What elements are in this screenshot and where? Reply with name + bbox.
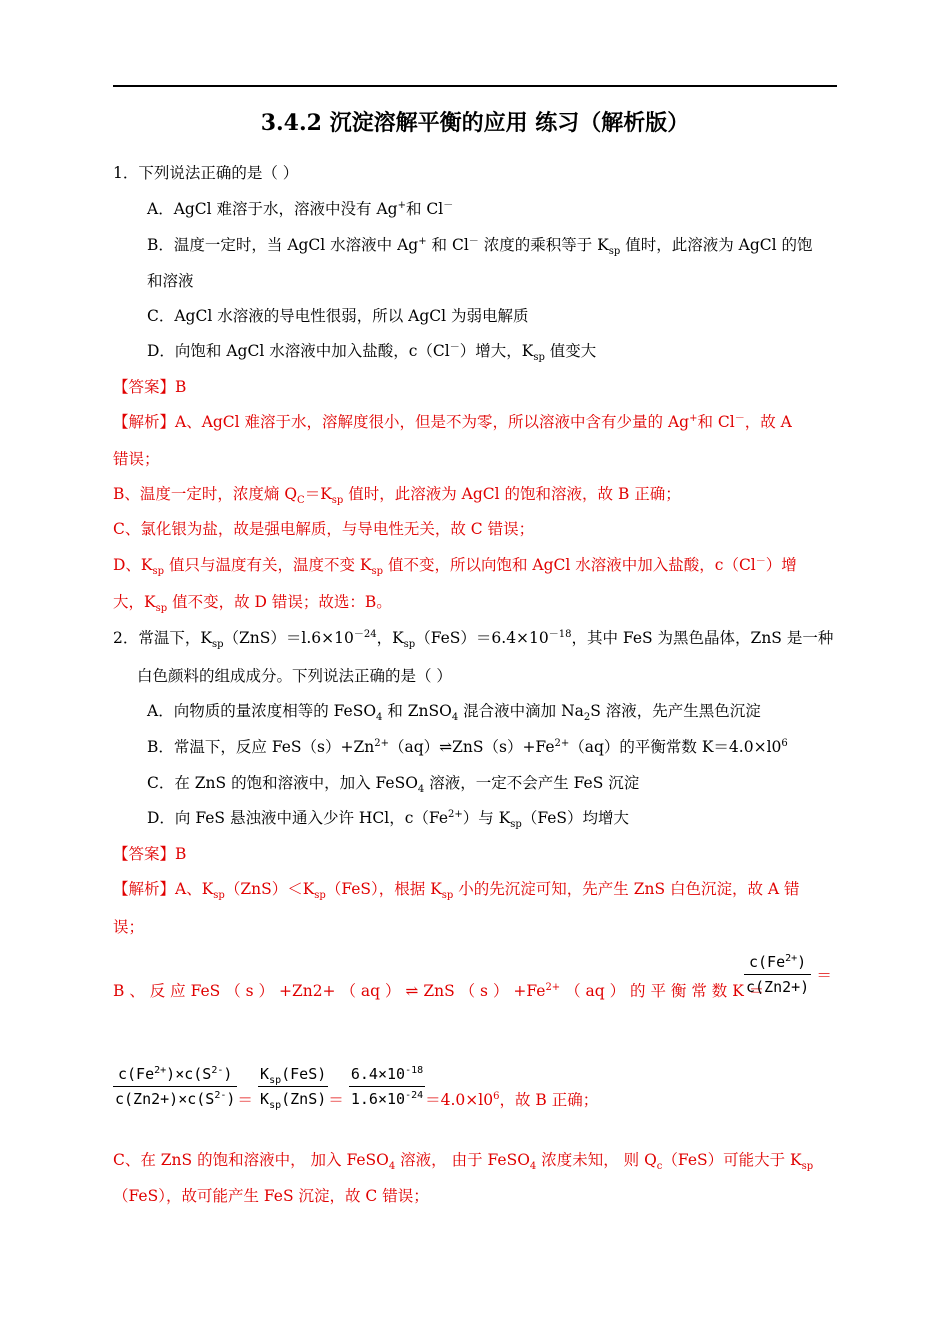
concentration-denominator: [113, 1087, 237, 1111]
q1-ex6-t1: 大，K: [113, 593, 156, 611]
cf-n4: 2-: [211, 1065, 224, 1076]
q1-ex1-s2: －: [734, 412, 745, 424]
kspf-n2: sp: [269, 1075, 282, 1086]
q1-ex3-t3: 值时，此溶液为 AgCl 的饱和溶液，故 B 正确；: [343, 485, 681, 503]
q2-ex1-t3: （FeS），根据 K: [325, 880, 442, 898]
q2-option-a: [147, 701, 761, 724]
q2-b-t1: B．常温下，反应 FeS（s）+Zn: [147, 738, 375, 756]
q2-a-t3: 混合液中滴加 Na: [458, 702, 584, 720]
q1-explanation-3: [113, 484, 681, 507]
eq-1: ＝: [237, 1091, 253, 1109]
k-fraction-denominator: c(Zn2+): [746, 978, 810, 996]
q2-exb-t1: B 、 反 应 FeS （ s ） +Zn2+ （ aq ） ⇌ ZnS （ s ） +Fe: [113, 982, 546, 1000]
q2-ex1-s1: sp: [213, 890, 225, 902]
q1-a-sup2: －: [443, 199, 454, 211]
q1-option-b: [147, 235, 813, 258]
kspf-n3: (FeS): [281, 1065, 327, 1083]
q2-d-t2: ）与 K: [462, 809, 511, 827]
q1-option-b-cont: 和溶液: [147, 272, 194, 290]
q2-s1-s3: sp: [403, 639, 416, 651]
q2-explanation-c-2: （FeS），故可能产生 FeS 沉淀，故 C 错误；: [113, 1187, 429, 1205]
q2-c-t2: 溶液，一定不会产生 FeS 沉淀: [424, 774, 640, 792]
q2-s1-s1: sp: [211, 639, 224, 651]
q1-b-s2: －: [468, 235, 479, 247]
q1-ex5-s3: －: [755, 555, 766, 567]
q2-s1-t4: （FeS）＝6.4×10: [415, 629, 549, 647]
fraction-result: [425, 1091, 598, 1109]
q1-explanation-4: C、氯化银为盐，故是强电解质，与导电性无关，故 C 错误；: [113, 520, 535, 538]
q2-exc-t4: （FeS）可能大于 K: [662, 1151, 802, 1169]
q2-explanation-1: [113, 879, 800, 902]
q1-explanation-1: [113, 412, 792, 432]
q2-explanation-2: 误；: [113, 918, 145, 936]
cf-d3: ): [226, 1090, 236, 1108]
q1-explanation-5: [113, 555, 797, 578]
q1-d-s1: －: [449, 341, 460, 353]
q2-b-s1: 2+: [374, 737, 389, 749]
numeric-denominator: [349, 1087, 425, 1111]
concentration-fraction: [113, 1062, 237, 1111]
q1-d-t1: D．向饱和 AgCl 水溶液中加入盐酸，c（Cl: [147, 342, 450, 360]
q2-exb-t2: （ aq ） 的 平 衡 常 数 K ＝: [560, 982, 765, 1000]
q2-d-t1: D．向 FeS 悬浊液中通入少许 HCl，c（Fe: [147, 809, 449, 827]
cf-d2: 2-: [214, 1090, 227, 1101]
q2-answer: 【答案】B: [113, 845, 187, 863]
q1-ex5-t1: D、K: [113, 556, 153, 574]
q2-s1-t5: ，其中 FeS 为黑色晶体，ZnS 是一种: [571, 629, 834, 647]
q2-ex1-s3: sp: [441, 890, 454, 902]
q1-a-text2: 和 Cl: [406, 200, 444, 218]
q2-exc-t3: 浓度未知， 则 Q: [536, 1151, 657, 1169]
q1-ex3-s2: sp: [331, 495, 344, 507]
q2-b-t3: （aq）的平衡常数 K＝4.0×l0: [569, 738, 782, 756]
q2-c-t1: C．在 ZnS 的饱和溶液中，加入 FeSO: [147, 774, 418, 792]
cf-n1: c(Fe: [118, 1065, 155, 1083]
q2-s1-t3: ，K: [376, 629, 404, 647]
q2-a-s2: 4: [451, 712, 459, 724]
q2-ex1-s2: sp: [314, 890, 326, 902]
q1-ex1-t3: ，故 A: [744, 413, 792, 431]
cf-n5: ): [223, 1065, 233, 1083]
q1-b-s3: sp: [608, 246, 621, 258]
q2-fraction-chain: [113, 1062, 598, 1111]
q2-k-expression: [744, 950, 832, 999]
q2-exc-s1: 4: [388, 1161, 396, 1173]
q2-b-s3: 6: [781, 737, 788, 749]
concentration-numerator: [113, 1062, 237, 1087]
q2-option-d: [147, 808, 630, 831]
q2-exc-s3: c: [656, 1161, 663, 1173]
ksp-numerator: [258, 1062, 328, 1087]
q1-b-t3: 浓度的乘积等于 K: [478, 236, 609, 254]
res-t1: ＝4.0×l0: [425, 1091, 494, 1109]
nf-d2: -24: [405, 1090, 424, 1101]
q1-option-c: C．AgCl 水溶液的导电性很弱，所以 AgCl 为弱电解质: [147, 307, 529, 325]
q1-ex6-t2: 值不变，故 D 错误；故选：B。: [167, 593, 392, 611]
q2-option-b: [147, 737, 788, 757]
numeric-fraction: [349, 1062, 425, 1111]
k-equals: ＝: [816, 966, 832, 985]
q1-ex3-t2: ＝K: [304, 485, 332, 503]
kf-n1: c(Fe: [749, 953, 786, 971]
q1-option-a: [147, 199, 453, 219]
kspf-d3: (ZnS): [281, 1090, 327, 1108]
kf-n3: ): [797, 953, 807, 971]
q2-exc-s4: sp: [801, 1161, 814, 1173]
q2-exc-t2: 溶液， 由于 FeSO: [395, 1151, 530, 1169]
q1-ex5-t2: 值只与温度有关，温度不变 K: [164, 556, 372, 574]
q2-option-c: [147, 773, 640, 796]
q2-b-s2: 2+: [554, 737, 570, 749]
nf-n1: 6.4×10: [350, 1065, 406, 1083]
q1-ex5-t4: ）增: [765, 556, 797, 574]
q2-b-t2: （aq）⇌ZnS（s）+Fe: [388, 738, 555, 756]
kspf-n1: K: [260, 1065, 270, 1083]
numeric-numerator: [349, 1062, 425, 1087]
q1-d-t2: ）增大，K: [459, 342, 534, 360]
cf-d1: c(Zn2+)×c(S: [115, 1090, 215, 1108]
cf-n3: )×c(S: [166, 1065, 212, 1083]
q2-s1-s2: －24: [353, 628, 377, 640]
q2-s1-t1: 2．常温下，K: [113, 629, 212, 647]
eq-2: ＝: [328, 1091, 344, 1109]
q1-ex1-s1: +: [689, 412, 698, 424]
q1-ex5-s1: sp: [152, 566, 165, 578]
page-title: 3.4.2 沉淀溶解平衡的应用 练习（解析版）: [260, 110, 690, 136]
ksp-fraction: [258, 1062, 328, 1111]
kf-n2: 2+: [785, 953, 798, 964]
q1-d-s2: sp: [533, 352, 545, 364]
q2-exc-s2: 4: [529, 1161, 537, 1173]
q1-d-t3: 值变大: [544, 342, 597, 360]
q2-c-s1: 4: [417, 784, 425, 796]
q1-option-d: [147, 341, 597, 364]
q1-b-t2: 和 Cl: [426, 236, 469, 254]
q2-a-s1: 4: [376, 712, 383, 724]
ksp-denominator: [258, 1087, 328, 1111]
q1-b-t4: 值时，此溶液为 AgCl 的饱: [620, 236, 813, 254]
q1-b-t1: B．温度一定时，当 AgCl 水溶液中 Ag: [147, 236, 419, 254]
q2-a-t2: 和 ZnSO: [382, 702, 452, 720]
q1-ex3-t1: B、温度一定时，浓度熵 Q: [113, 485, 298, 503]
kspf-d1: K: [260, 1090, 270, 1108]
q2-d-t3: （FeS）均增大: [521, 809, 630, 827]
q2-s1-t2: （ZnS）＝l.6×10: [223, 629, 354, 647]
res-s1: 6: [493, 1090, 500, 1102]
q2-explanation-c-1: [113, 1150, 814, 1173]
header-rule: [113, 85, 837, 87]
q1-ex5-t3: 值不变，所以向饱和 AgCl 水溶液中加入盐酸，c（Cl: [383, 556, 756, 574]
q1-a-text: A．AgCl 难溶于水，溶液中没有 Ag: [147, 200, 398, 218]
q1-a-sup1: +: [397, 199, 406, 211]
q1-explanation-6: [113, 592, 392, 615]
q1-explanation-2: 错误；: [113, 450, 160, 468]
q2-explanation-b-text: [113, 981, 764, 1001]
nf-d1: 1.6×10: [350, 1090, 406, 1108]
q1-ex5-s2: sp: [371, 566, 384, 578]
kspf-d2: sp: [269, 1100, 282, 1111]
q1-b-s1: +: [418, 235, 427, 247]
q2-d-s2: sp: [510, 819, 522, 831]
q1-ex3-s1: C: [297, 495, 305, 507]
q1-stem: 1．下列说法正确的是（ ）: [113, 164, 299, 182]
q2-a-t4: S 溶液，先产生黑色沉淀: [590, 702, 761, 720]
q1-answer: 【答案】B: [113, 378, 187, 396]
cf-n2: 2+: [154, 1065, 167, 1076]
k-fraction-numerator: [744, 950, 811, 975]
res-t2: ，故 B 正确；: [499, 1091, 599, 1109]
q2-exb-s1: 2+: [545, 981, 561, 993]
q1-ex6-s1: sp: [155, 603, 168, 615]
k-fraction: [744, 950, 811, 999]
q2-ex1-t1: 【解析】A、K: [113, 880, 214, 898]
q2-exc-t1: C、在 ZnS 的饱和溶液中， 加入 FeSO: [113, 1151, 389, 1169]
q2-s1-s4: －18: [548, 628, 572, 640]
q2-a-s3: 2: [583, 712, 591, 724]
q2-ex1-t2: （ZnS）＜K: [224, 880, 315, 898]
q2-a-t1: A．向物质的量浓度相等的 FeSO: [147, 702, 377, 720]
q2-d-s1: 2+: [448, 808, 463, 820]
q2-stem-1: [113, 628, 834, 651]
q1-ex1-t2: 和 Cl: [697, 413, 735, 431]
q2-ex1-t4: 小的先沉淀可知，先产生 ZnS 白色沉淀，故 A 错: [453, 880, 800, 898]
nf-n2: -18: [405, 1065, 424, 1076]
q2-stem-2: 白色颜料的组成成分。下列说法正确的是（ ）: [137, 667, 452, 685]
q1-ex1-t1: 【解析】A、AgCl 难溶于水，溶解度很小，但是不为零，所以溶液中含有少量的 Ag: [113, 413, 690, 431]
